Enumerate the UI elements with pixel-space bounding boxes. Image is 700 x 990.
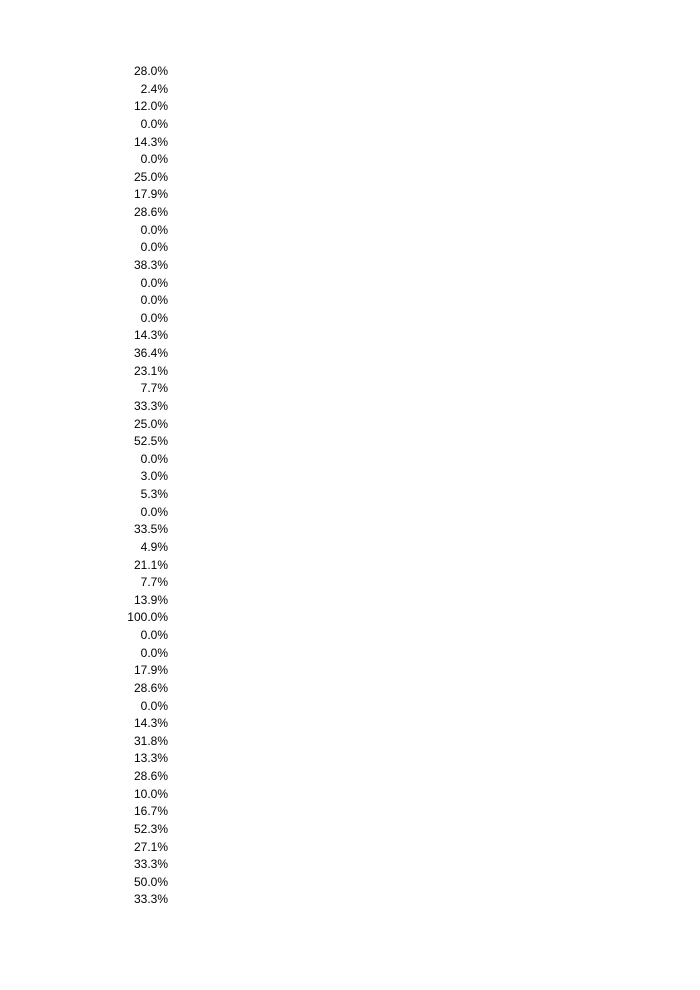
percentage-cell: 28.0%: [133, 64, 168, 78]
percentage-cell: 7.7%: [140, 381, 168, 396]
percentage-cell: 100.0%: [127, 610, 168, 625]
percentage-cell: 0.0%: [140, 116, 168, 131]
percentage-cell: 0.0%: [140, 628, 168, 642]
percentage-cell: 17.9%: [133, 663, 168, 678]
percentage-cell: 5.3%: [140, 487, 168, 501]
percentage-cell: 0.0%: [140, 152, 168, 167]
percentage-cell: 12.0%: [133, 99, 168, 114]
percentage-cell: 28.6%: [133, 769, 168, 783]
percentage-cell: 0.0%: [140, 698, 168, 713]
percentage-cell: 10.0%: [133, 786, 168, 801]
percentage-column: [110, 63, 168, 909]
percentage-cell: 0.0%: [140, 645, 168, 660]
percentage-cell: 0.0%: [140, 310, 168, 325]
percentage-cell: 28.6%: [133, 680, 168, 695]
percentage-cell: 0.0%: [140, 222, 168, 237]
percentage-cell: 52.3%: [133, 821, 168, 836]
percentage-cell: 16.7%: [133, 804, 168, 819]
percentage-cell: 17.9%: [133, 187, 168, 202]
percentage-cell: 14.3%: [133, 134, 168, 149]
percentage-cell: 14.3%: [133, 328, 168, 343]
percentage-cell: 50.0%: [133, 874, 168, 889]
percentage-cell: 28.6%: [133, 205, 168, 219]
percentage-cell: 3.0%: [140, 469, 168, 484]
percentage-cell: 38.3%: [133, 257, 168, 272]
percentage-cell: 33.3%: [133, 892, 168, 907]
percentage-cell: 0.0%: [140, 240, 168, 255]
percentage-cell: 25.0%: [133, 416, 168, 431]
percentage-cell: 0.0%: [140, 451, 168, 466]
percentage-cell: 31.8%: [133, 733, 168, 748]
percentage-cell: 13.3%: [133, 751, 168, 766]
percentage-cell: 27.1%: [133, 839, 168, 854]
percentage-cell: 36.4%: [133, 346, 168, 360]
percentage-cell: 23.1%: [133, 363, 168, 378]
percentage-cell: 2.4%: [140, 81, 168, 96]
percentage-cell: 14.3%: [133, 716, 168, 731]
percentage-cell: 25.0%: [133, 169, 168, 184]
percentage-cell: 13.9%: [133, 592, 168, 607]
percentage-cell: 52.5%: [133, 434, 168, 449]
percentage-cell: 33.5%: [133, 522, 168, 537]
percentage-cell: 0.0%: [140, 504, 168, 519]
percentage-cell: 0.0%: [140, 293, 168, 308]
percentage-cell: 33.3%: [133, 398, 168, 413]
percentage-cell: 33.3%: [133, 857, 168, 872]
percentage-cell: 4.9%: [140, 539, 168, 554]
percentage-cell: 21.1%: [133, 557, 168, 572]
percentage-cell: 0.0%: [140, 275, 168, 290]
percentage-cell: 7.7%: [140, 575, 168, 590]
